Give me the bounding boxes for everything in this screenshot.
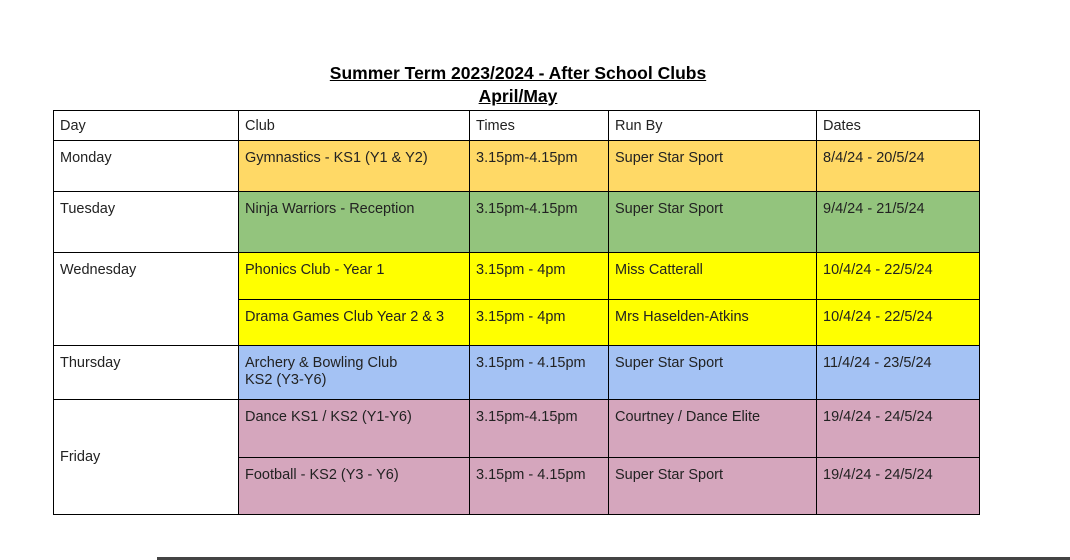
times-cell: 3.15pm - 4.15pm (470, 458, 609, 515)
dates-cell: 10/4/24 - 22/5/24 (817, 253, 980, 300)
club-cell: Ninja Warriors - Reception (239, 192, 470, 253)
table-row (54, 141, 980, 192)
header-day: Day (54, 111, 239, 141)
times-cell: 3.15pm-4.15pm (470, 141, 609, 192)
times-cell: 3.15pm - 4pm (470, 253, 609, 300)
run-by-cell: Super Star Sport (609, 346, 817, 400)
dates-cell: 9/4/24 - 21/5/24 (817, 192, 980, 253)
header-dates: Dates (817, 111, 980, 141)
club-cell: Football - KS2 (Y3 - Y6) (239, 458, 470, 515)
times-cell: 3.15pm - 4pm (470, 300, 609, 346)
times-cell: 3.15pm-4.15pm (470, 192, 609, 253)
run-by-cell: Miss Catterall (609, 253, 817, 300)
table-row (54, 346, 980, 400)
times-cell: 3.15pm - 4.15pm (470, 346, 609, 400)
day-cell: Thursday (54, 346, 239, 400)
club-cell (239, 346, 470, 400)
day-cell: Friday (54, 400, 239, 515)
club-cell: Dance KS1 / KS2 (Y1-Y6) (239, 400, 470, 458)
table-row (54, 253, 980, 300)
club-line-2: KS2 (Y3-Y6) (245, 372, 327, 388)
day-cell: Wednesday (54, 253, 239, 346)
run-by-cell: Super Star Sport (609, 141, 817, 192)
day-cell: Monday (54, 141, 239, 192)
dates-cell: 11/4/24 - 23/5/24 (817, 346, 980, 400)
clubs-table (53, 110, 980, 515)
title-line-2: April/May (478, 86, 558, 106)
header-run-by: Run By (609, 111, 817, 141)
run-by-cell: Super Star Sport (609, 192, 817, 253)
header-times: Times (470, 111, 609, 141)
run-by-cell: Mrs Haselden-Atkins (609, 300, 817, 346)
club-cell: Drama Games Club Year 2 & 3 (239, 300, 470, 346)
dates-cell: 19/4/24 - 24/5/24 (817, 400, 980, 458)
run-by-cell: Super Star Sport (609, 458, 817, 515)
club-cell: Gymnastics - KS1 (Y1 & Y2) (239, 141, 470, 192)
day-cell: Tuesday (54, 192, 239, 253)
title-line-1: Summer Term 2023/2024 - After School Clubs (329, 63, 707, 83)
run-by-cell: Courtney / Dance Elite (609, 400, 817, 458)
dates-cell: 19/4/24 - 24/5/24 (817, 458, 980, 515)
table-row (54, 192, 980, 253)
table-header-row (54, 111, 980, 141)
header-club: Club (239, 111, 470, 141)
club-line-1: Archery & Bowling Club (245, 355, 398, 371)
dates-cell: 8/4/24 - 20/5/24 (817, 141, 980, 192)
dates-cell: 10/4/24 - 22/5/24 (817, 300, 980, 346)
document-title (0, 62, 1036, 108)
club-cell: Phonics Club - Year 1 (239, 253, 470, 300)
times-cell: 3.15pm-4.15pm (470, 400, 609, 458)
table-row (54, 400, 980, 458)
